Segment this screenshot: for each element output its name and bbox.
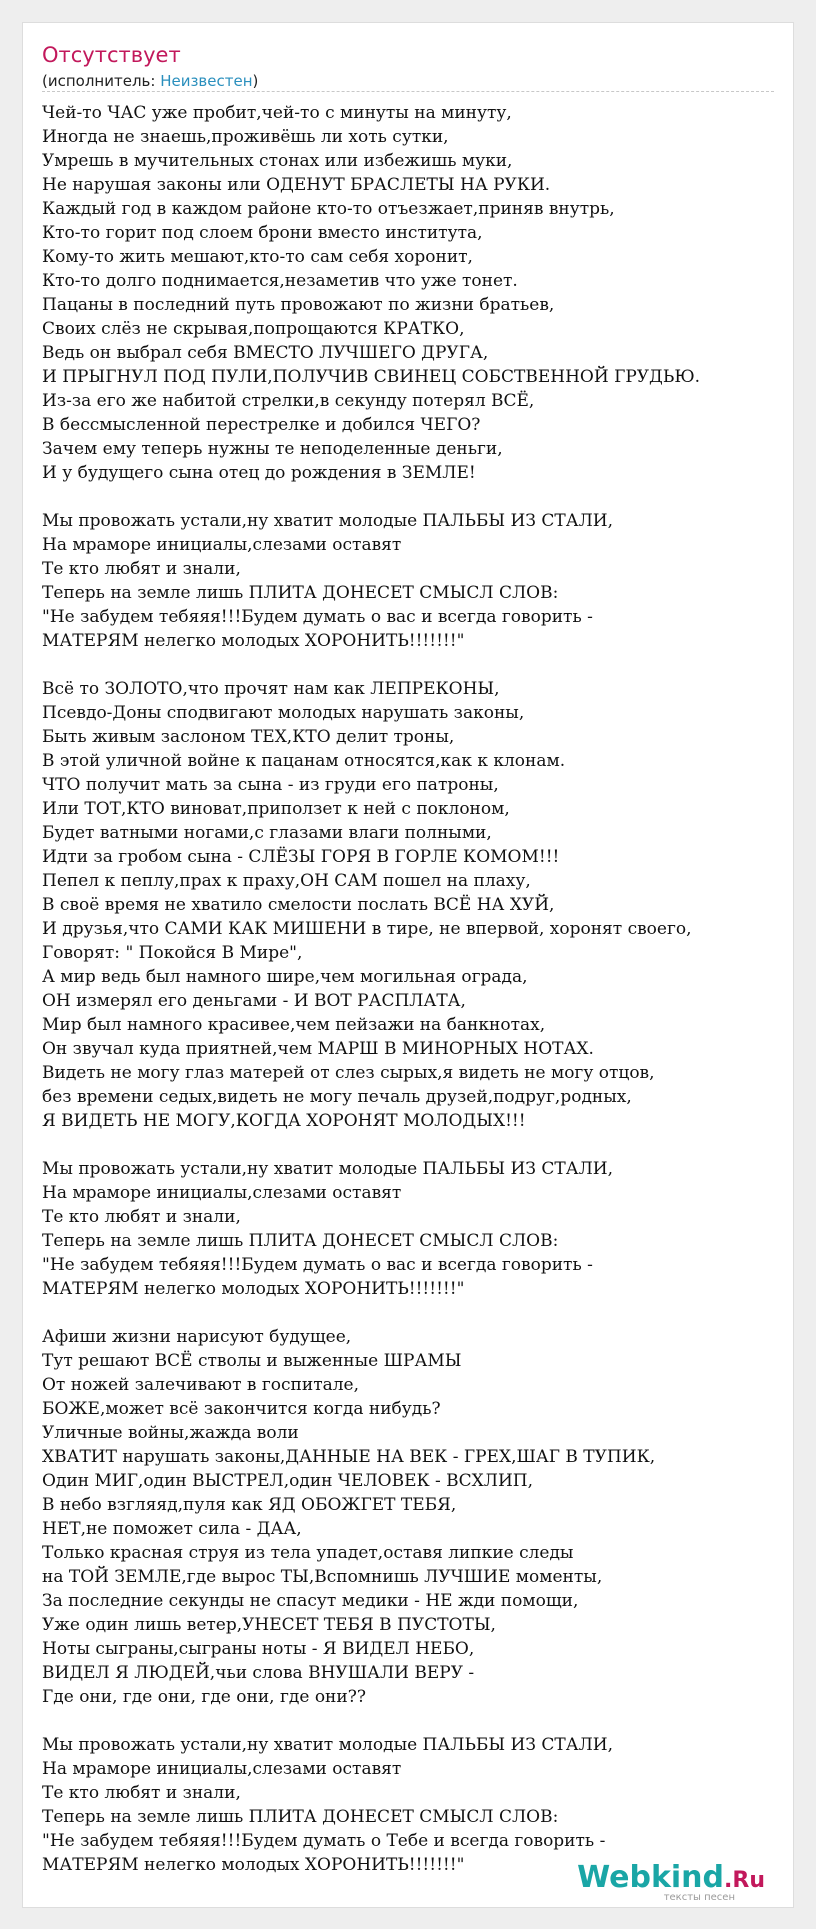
lyrics-line: От ножей залечивают в госпитале, <box>42 1375 359 1395</box>
lyrics-line: ОН измерял его деньгами - И ВОТ РАСПЛАТА, <box>42 991 466 1011</box>
lyrics-line: Один МИГ,один ВЫСТРЕЛ,один ЧЕЛОВЕК - ВСХЛИП, <box>42 1471 534 1491</box>
lyrics-line: Будет ватными ногами,с глазами влаги полными, <box>42 823 492 843</box>
lyrics-line: Те кто любят и знали, <box>42 1783 241 1803</box>
lyrics-line: Видеть не могу глаз матерей от слез сырых,я видеть не могу отцов, <box>42 1063 655 1083</box>
lyrics-line: Мы провожать устали,ну хватит молодые ПАЛЬБЫ ИЗ СТАЛИ, <box>42 511 613 531</box>
lyrics-blank-line <box>42 653 802 677</box>
lyrics-card <box>22 22 794 1908</box>
lyrics-line: Теперь на земле лишь ПЛИТА ДОНЕСЕТ СМЫСЛ СЛОВ: <box>42 583 559 603</box>
site-logo[interactable] <box>577 1860 765 1903</box>
lyrics-line: Из-за его же набитой стрелки,в секунду потерял ВСЁ, <box>42 391 535 411</box>
lyrics-line: Мир был намного красивее,чем пейзажи на банкнотах, <box>42 1015 546 1035</box>
lyrics-line: Идти за гробом сына - СЛЁЗЫ ГОРЯ В ГОРЛЕ КОМОМ!!! <box>42 847 560 867</box>
lyrics-line: На мраморе инициалы,слезами оставят <box>42 535 402 555</box>
lyrics-line: Говорят: " Покойся В Мире", <box>42 943 303 963</box>
lyrics-line: В этой уличной войне к пацанам относятся,как к клонам. <box>42 751 566 771</box>
lyrics-line: Псевдо-Доны сподвигают молодых нарушать законы, <box>42 703 525 723</box>
lyrics-line: Кому-то жить мешают,кто-то сам себя хоронит, <box>42 247 473 267</box>
lyrics-line: Пепел к пеплу,прах к праху,ОН САМ пошел на плаху, <box>42 871 531 891</box>
lyrics-line: Быть живым заслоном ТЕХ,КТО делит троны, <box>42 727 455 747</box>
lyrics-line: На мраморе инициалы,слезами оставят <box>42 1759 402 1779</box>
lyrics-line: МАТЕРЯМ нелегко молодых ХОРОНИТЬ!!!!!!!" <box>42 1279 465 1299</box>
lyrics-line: "Не забудем тебяяя!!!Будем думать о вас и всегда говорить - <box>42 607 593 627</box>
song-title: Отсутствует <box>42 43 181 67</box>
lyrics-line: В своё время не хватило смелости послать ВСЁ НА ХУЙ, <box>42 895 555 915</box>
lyrics-line: без времени седых,видеть не могу печаль друзей,подруг,родных, <box>42 1087 632 1107</box>
lyrics-line: Ноты сыграны,сыграны ноты - Я ВИДЕЛ НЕБО, <box>42 1639 475 1659</box>
performer-link[interactable]: Неизвестен <box>160 72 253 90</box>
lyrics-line: Каждый год в каждом районе кто-то отъезжает,приняв внутрь, <box>42 199 615 219</box>
lyrics-line: Пацаны в последний путь провожают по жизни братьев, <box>42 295 555 315</box>
lyrics-line: БОЖЕ,может всё закончится когда нибудь? <box>42 1399 441 1419</box>
lyrics-line: Чей-то ЧАС уже пробит,чей-то с минуты на минуту, <box>42 103 512 123</box>
lyrics-line: Те кто любят и знали, <box>42 559 241 579</box>
lyrics-line: на ТОЙ ЗЕМЛЕ,где вырос ТЫ,Вспомнишь ЛУЧШИЕ моменты, <box>42 1567 603 1587</box>
lyrics-line: Зачем ему теперь нужны те неподеленные деньги, <box>42 439 503 459</box>
lyrics-line: МАТЕРЯМ нелегко молодых ХОРОНИТЬ!!!!!!!" <box>42 1855 465 1875</box>
lyrics-line: НЕТ,не поможет сила - ДАА, <box>42 1519 302 1539</box>
lyrics-line: Он звучал куда приятней,чем МАРШ В МИНОРНЫХ НОТАХ. <box>42 1039 594 1059</box>
lyrics-line: За последние секунды не спасут медики - НЕ жди помощи, <box>42 1591 579 1611</box>
lyrics-line: Я ВИДЕТЬ НЕ МОГУ,КОГДА ХОРОНЯТ МОЛОДЫХ!!! <box>42 1111 526 1131</box>
lyrics-line: В бессмысленной перестрелке и добился ЧЕГО? <box>42 415 481 435</box>
performer-suffix: ) <box>252 72 259 90</box>
lyrics-line: Тут решают ВСЁ стволы и выженные ШРАМЫ <box>42 1351 462 1371</box>
lyrics-blank-line <box>42 1133 802 1157</box>
lyrics-line: ВИДЕЛ Я ЛЮДЕЙ,чьи слова ВНУШАЛИ ВЕРУ - <box>42 1663 475 1683</box>
lyrics-line: Где они, где они, где они, где они?? <box>42 1687 366 1707</box>
lyrics-line: Иногда не знаешь,проживёшь ли хоть сутки, <box>42 127 449 147</box>
lyrics-line: МАТЕРЯМ нелегко молодых ХОРОНИТЬ!!!!!!!" <box>42 631 465 651</box>
lyrics-line: Своих слёз не скрывая,попрощаются КРАТКО, <box>42 319 465 339</box>
logo-brand: Webkind <box>577 1860 725 1895</box>
lyrics-line: "Не забудем тебяяя!!!Будем думать о Тебе и всегда говорить - <box>42 1831 606 1851</box>
logo-tld: .Ru <box>724 1868 765 1893</box>
lyrics-line: Афиши жизни нарисуют будущее, <box>42 1327 352 1347</box>
lyrics-line: Всё то ЗОЛОТО,что прочят нам как ЛЕПРЕКОНЫ, <box>42 679 500 699</box>
lyrics-line: Или ТОТ,КТО виноват,приползет к ней с поклоном, <box>42 799 510 819</box>
lyrics-line: Мы провожать устали,ну хватит молодые ПАЛЬБЫ ИЗ СТАЛИ, <box>42 1159 613 1179</box>
lyrics-line: Теперь на земле лишь ПЛИТА ДОНЕСЕТ СМЫСЛ СЛОВ: <box>42 1807 559 1827</box>
lyrics-line: Мы провожать устали,ну хватит молодые ПАЛЬБЫ ИЗ СТАЛИ, <box>42 1735 613 1755</box>
lyrics-line: А мир ведь был намного шире,чем могильная ограда, <box>42 967 528 987</box>
performer-prefix: (исполнитель: <box>42 72 161 90</box>
lyrics-line: Только красная струя из тела упадет,оставя липкие следы <box>42 1543 574 1563</box>
lyrics-line: Умрешь в мучительных стонах или избежишь муки, <box>42 151 513 171</box>
lyrics-line: И друзья,что САМИ КАК МИШЕНИ в тире, не впервой, хоронят своего, <box>42 919 692 939</box>
lyrics-line: И ПРЫГНУЛ ПОД ПУЛИ,ПОЛУЧИВ СВИНЕЦ СОБСТВЕННОЙ ГРУДЬЮ. <box>42 367 701 387</box>
lyrics-line: Те кто любят и знали, <box>42 1207 241 1227</box>
logo-tagline: тексты песен <box>663 1892 735 1903</box>
lyrics-line: Ведь он выбрал себя ВМЕСТО ЛУЧШЕГО ДРУГА, <box>42 343 489 363</box>
performer-line <box>42 72 258 90</box>
lyrics-blank-line <box>42 1301 802 1325</box>
lyrics-line: Кто-то долго поднимается,незаметив что уже тонет. <box>42 271 518 291</box>
lyrics-line: Уже один лишь ветер,УНЕСЕТ ТЕБЯ В ПУСТОТЫ, <box>42 1615 496 1635</box>
lyrics-blank-line <box>42 485 802 509</box>
lyrics-line: В небо взгляяд,пуля как ЯД ОБОЖГЕТ ТЕБЯ, <box>42 1495 457 1515</box>
lyrics-line: Не нарушая законы или ОДЕНУТ БРАСЛЕТЫ НА РУКИ. <box>42 175 551 195</box>
lyrics-blank-line <box>42 1709 802 1733</box>
lyrics-line: И у будущего сына отец до рождения в ЗЕМЛЕ! <box>42 463 476 483</box>
lyrics-text <box>42 101 802 1877</box>
lyrics-line: Кто-то горит под слоем брони вместо института, <box>42 223 483 243</box>
lyrics-line: ХВАТИТ нарушать законы,ДАННЫЕ НА ВЕК - ГРЕХ,ШАГ В ТУПИК, <box>42 1447 656 1467</box>
lyrics-line: Уличные войны,жажда воли <box>42 1423 299 1443</box>
lyrics-line: "Не забудем тебяяя!!!Будем думать о вас и всегда говорить - <box>42 1255 593 1275</box>
title-divider <box>42 91 774 92</box>
lyrics-line: На мраморе инициалы,слезами оставят <box>42 1183 402 1203</box>
lyrics-line: Теперь на земле лишь ПЛИТА ДОНЕСЕТ СМЫСЛ СЛОВ: <box>42 1231 559 1251</box>
lyrics-line: ЧТО получит мать за сына - из груди его патроны, <box>42 775 499 795</box>
